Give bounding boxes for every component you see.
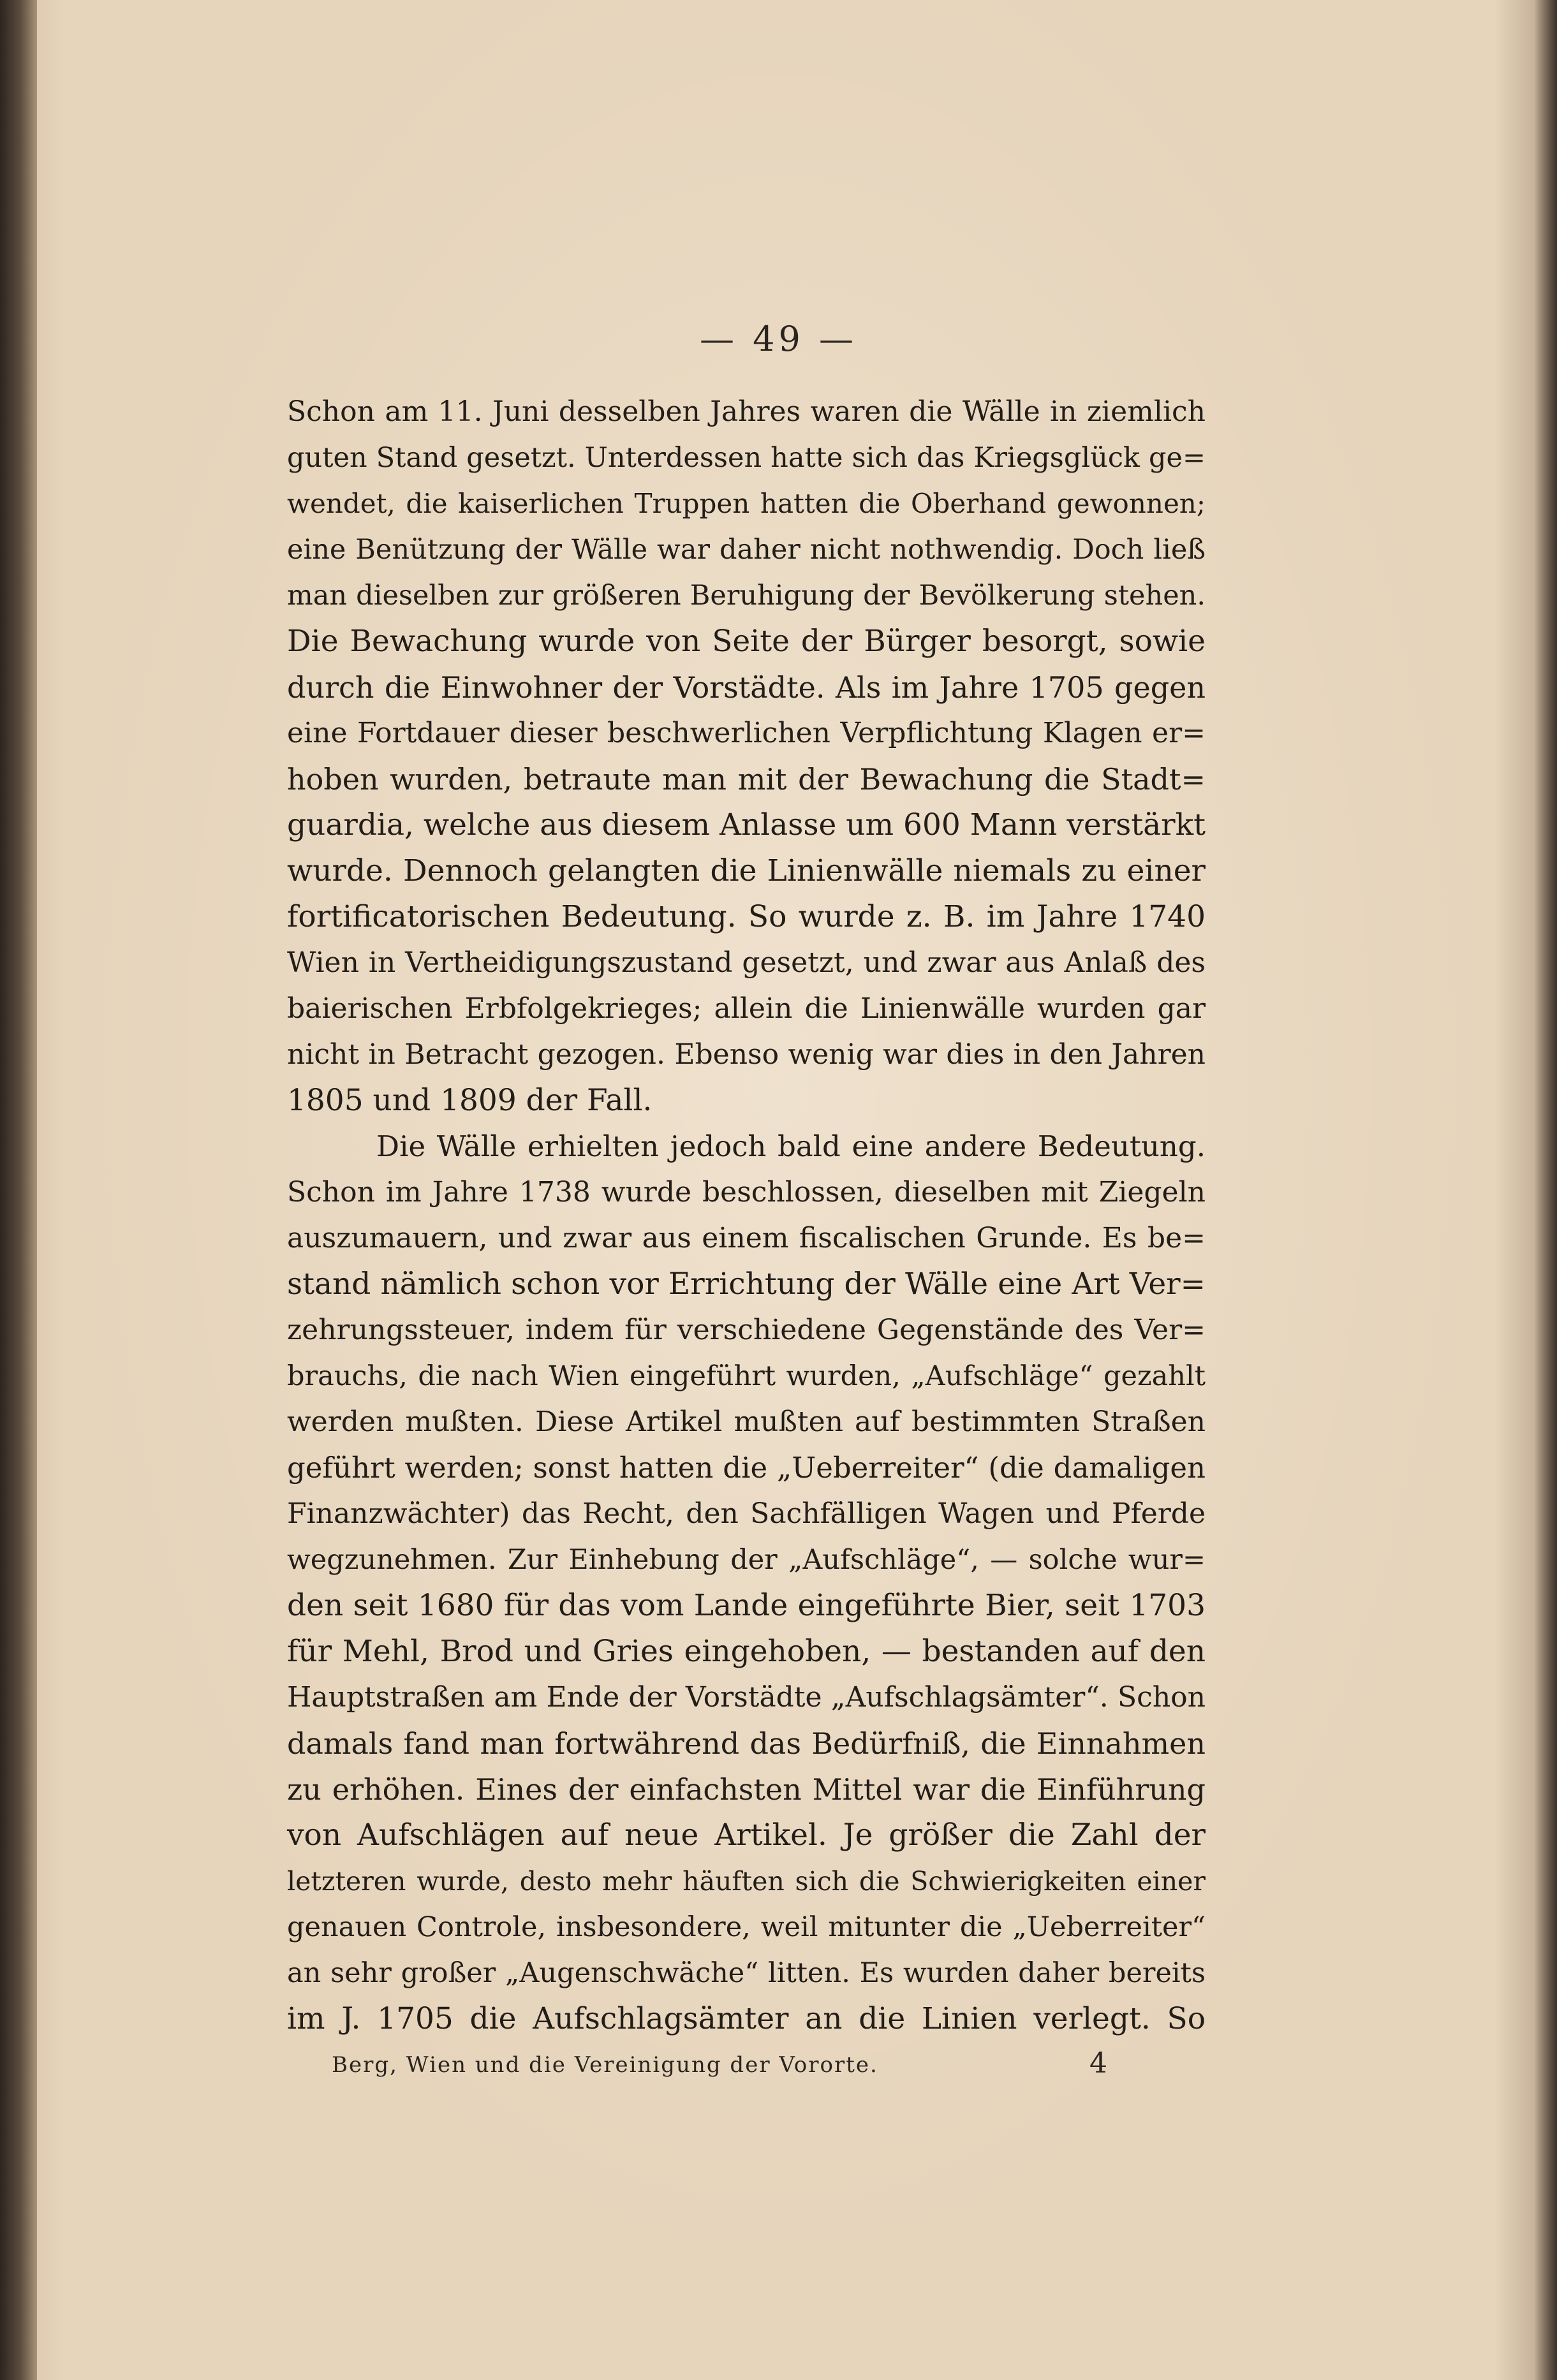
text-line: Die Wälle erhielten jedoch bald eine andere Bedeutung. bbox=[376, 1129, 1206, 1163]
text-line: wurde. Dennoch gelangten die Linienwälle niemals zu einer bbox=[287, 853, 1206, 888]
text-line: zehrungssteuer, indem für verschiedene Gegenstände des Ver= bbox=[287, 1314, 1206, 1346]
text-line: zu erhöhen. Eines der einfachsten Mittel war die Einführung bbox=[287, 1772, 1206, 1807]
text-line: von Aufschlägen auf neue Artikel. Je größer die Zahl der bbox=[287, 1818, 1206, 1853]
text-line: an sehr großer „Augenschwäche“ litten. Es wurden daher bereits bbox=[287, 1957, 1206, 1989]
text-line: fortificatorischen Bedeutung. So wurde z. B. im Jahre 1740 bbox=[287, 899, 1206, 934]
text-line: für Mehl, Brod und Gries eingehoben, — bestanden auf den bbox=[287, 1634, 1206, 1669]
text-line: man dieselben zur größeren Beruhigung der Bevölkerung stehen. bbox=[287, 580, 1206, 612]
text-line: letzteren wurde, desto mehr häuften sich die Schwierigkeiten einer bbox=[287, 1866, 1206, 1897]
text-line: wegzunehmen. Zur Einhebung der „Aufschläge“, — solche wur= bbox=[287, 1544, 1206, 1576]
text-line: Schon am 11. Juni desselben Jahres waren die Wälle in ziemlich bbox=[287, 395, 1206, 428]
text-line: den seit 1680 für das vom Lande eingeführte Bier, seit 1703 bbox=[287, 1588, 1206, 1623]
signature-mark: 4 bbox=[1089, 2047, 1107, 2080]
text-line: Hauptstraßen am Ende der Vorstädte „Aufschlagsämter“. Schon bbox=[287, 1681, 1206, 1714]
text-line: 1805 und 1809 der Fall. bbox=[287, 1083, 653, 1118]
text-line: guten Stand gesetzt. Unterdessen hatte sich das Kriegsglück ge= bbox=[287, 442, 1206, 474]
text-line: hoben wurden, betraute man mit der Bewachung die Stadt= bbox=[287, 762, 1206, 797]
text-line: stand nämlich schon vor Errichtung der Wälle eine Art Ver= bbox=[287, 1267, 1206, 1302]
text-line: genauen Controle, insbesondere, weil mitunter die „Ueberreiter“ bbox=[287, 1911, 1206, 1943]
text-line: Die Bewachung wurde von Seite der Bürger besorgt, sowie bbox=[287, 624, 1206, 659]
text-line: Wien in Vertheidigungszustand gesetzt, und zwar aus Anlaß des bbox=[287, 946, 1206, 979]
text-line: durch die Einwohner der Vorstädte. Als im Jahre 1705 gegen bbox=[287, 670, 1206, 705]
text-line: damals fand man fortwährend das Bedürfniß, die Einnahmen bbox=[287, 1726, 1206, 1761]
text-line: Schon im Jahre 1738 wurde beschlossen, dieselben mit Ziegeln bbox=[287, 1176, 1206, 1208]
text-line: eine Fortdauer dieser beschwerlichen Verpflichtung Klagen er= bbox=[287, 717, 1206, 749]
text-line: geführt werden; sonst hatten die „Ueberreiter“ (die damaligen bbox=[287, 1451, 1206, 1485]
running-title: Berg, Wien und die Vereinigung der Vororte. bbox=[332, 2052, 878, 2078]
text-line: Finanzwächter) das Recht, den Sachfälligen Wagen und Pferde bbox=[287, 1497, 1206, 1530]
text-line: guardia, welche aus diesem Anlasse um 600 Mann verstärkt bbox=[287, 807, 1206, 842]
page-number: — 49 — bbox=[699, 319, 858, 359]
text-line: im J. 1705 die Aufschlagsämter an die Linien verlegt. So bbox=[287, 2001, 1206, 2036]
text-line: nicht in Betracht gezogen. Ebenso wenig war dies in den Jahren bbox=[287, 1038, 1206, 1071]
body-text bbox=[287, 389, 1206, 2042]
text-line: eine Benützung der Wälle war daher nicht nothwendig. Doch ließ bbox=[287, 534, 1206, 566]
text-line: werden mußten. Diese Artikel mußten auf bestimmten Straßen bbox=[287, 1406, 1206, 1438]
text-line: wendet, die kaiserlichen Truppen hatten die Oberhand gewonnen; bbox=[287, 488, 1206, 519]
text-line: brauchs, die nach Wien eingeführt wurden, „Aufschläge“ gezahlt bbox=[287, 1360, 1206, 1392]
text-line: baierischen Erbfolgekrieges; allein die Linienwälle wurden gar bbox=[287, 992, 1206, 1025]
text-line: auszumauern, und zwar aus einem fiscalischen Grunde. Es be= bbox=[287, 1222, 1206, 1254]
